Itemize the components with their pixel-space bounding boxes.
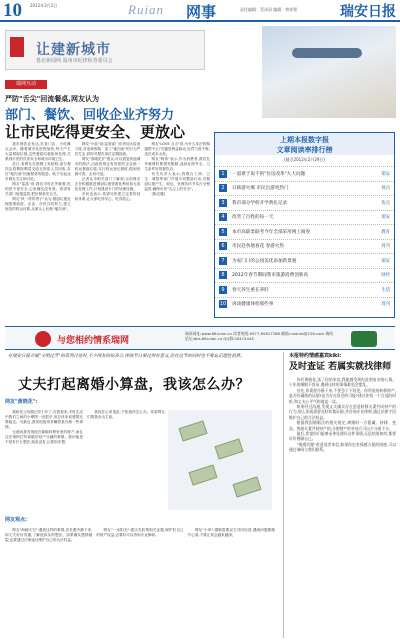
ranking-item[interactable] — [215, 210, 394, 225]
forum-logo-icon — [351, 331, 377, 347]
rank-section: 生活 — [381, 287, 390, 293]
contact-info: 瑞网网址:www.66ruian.cn 读者热线:0577-65817288 邮箱:ruianrb@126.com 瑞网论坛:bbs.66ruian.cn QQ群:26474444 — [185, 331, 333, 341]
ranking-header — [215, 133, 394, 155]
paragraph: 我市餐饮业发达,饮食门店、小吃摊点众多。随着城市化进程加快,每天产生大量餐厨垃圾,这些餐厨垃圾如何处理,关系到市民的饮食安全和城市环境卫生。 — [5, 142, 71, 161]
contact-title: 与您相约情系瑞网 — [57, 336, 130, 346]
ranking-item[interactable] — [215, 282, 394, 297]
rank-section: 周刊 — [381, 302, 390, 308]
rank-title: 改善了百姓的每一天 — [232, 215, 274, 221]
paragraph: 无意间我发现他在偷偷转移家里的财产,而且还在悄悄打听离婚后财产分割的事情。我问他是不是有什么想法,他说没有,让我别多想。 — [5, 430, 83, 444]
rank-number: 3 — [219, 199, 227, 207]
article-kicker: 严防"舌尖"回流餐桌,网友认为 — [5, 95, 99, 103]
rank-number: 4 — [219, 213, 227, 221]
article-body — [5, 142, 210, 324]
paragraph: 首先,你需要冷静下来,不要急于下结论。你所说的转移财产,是否有确凿的证据?是否存在误会的可能?建议你找一个合适的时机,和丈夫心平气和地谈一谈。 — [289, 387, 396, 404]
rank-section: 财经 — [381, 273, 390, 279]
feature-lead: 在瑞安日报开展"文明过节"的系列讨论时,不少网友纷纷表示,传统节日要过得有意义,但在过节的同时也不要忘记理性消费。 — [8, 354, 245, 359]
article-headline-2[interactable]: 让市民吃得更安全、更放心 — [5, 123, 186, 141]
rank-title: 为家门口的公园美化添加新景观 — [232, 258, 297, 264]
rank-number: 10 — [219, 301, 227, 308]
airplane-shape — [292, 48, 362, 58]
photo-airplane — [262, 26, 396, 118]
page-number: 10 — [3, 0, 22, 21]
rank-number: 8 — [219, 271, 227, 279]
rank-section: 瑞安 — [381, 171, 390, 177]
newspaper-logo: 瑞安日报 — [340, 4, 396, 20]
opinion-column — [5, 528, 92, 634]
opinion-tag: 网友观点: — [5, 517, 27, 523]
rank-title: 春天养生重在养肝 — [232, 287, 269, 293]
rank-title: 本市高职类联考今年全部采用网上阅卷 — [232, 229, 311, 235]
paragraph: 我和老公结婚已经十年了,在我看来,平时生活中我们之间的小摩擦一直很多,但总体来说感情还算稳定。可最近,我发现他常常瞒着我办理一些事情。 — [5, 410, 83, 429]
expert-kicker: 本报特约情感嘉宾kiki: — [289, 353, 342, 359]
masthead — [0, 0, 400, 22]
paragraph: 网友"风一样的男子"认为,餐厨垃圾处理需要政府、企业、市民共同努力,建立规范的收运体系,从源头上杜绝"地沟油"。 — [5, 197, 71, 211]
paragraph: 记者从市相关部门了解到,目前我市正在积极推进餐厨垃圾资源化利用和无害化处理工作,计划建设专门的处理设施。 — [74, 177, 141, 191]
rank-title: 一道难于说不的"住房改革"九大问题 — [232, 171, 306, 177]
paragraph: 最后,希望你们能够妥善处理好这件事情,无论结果如何,都要好好照顾自己。 — [289, 431, 396, 442]
section-name-en: Ruian — [128, 2, 165, 17]
expert-body — [289, 377, 396, 453]
rank-title: 我市部分学校开学典礼记录 — [232, 200, 288, 206]
flag-icon — [10, 37, 24, 57]
paragraph: 如果经过沟通,发现丈夫确实存在恶意转移夫妻共同财产的行为,那么你就需要及时收集证据,并咨询专业律师,通过法律手段维护自己的合法权益。 — [289, 404, 396, 420]
expert-headline[interactable]: 及时查证 若属实就找律师 — [289, 362, 392, 372]
ranking-item[interactable] — [215, 268, 394, 283]
ranking-item[interactable] — [215, 297, 394, 312]
paragraph: 市民也表示,希望尽快建立完善的回收体系,让大家吃得安心、吃得放心。 — [74, 192, 141, 201]
ranking-item[interactable] — [215, 224, 394, 239]
letter-column — [5, 410, 83, 510]
rank-section: 焦点 — [381, 200, 390, 206]
issue-date: 2012年3月2日 — [30, 3, 58, 8]
banknote-shape — [214, 438, 243, 459]
illustration-money — [168, 410, 272, 510]
article-column — [75, 142, 141, 324]
feature-headline[interactable]: 丈夫打起离婚小算盘，我该怎么办？ — [18, 377, 250, 393]
rank-section: 瑞安 — [381, 215, 390, 221]
ranking-title-1: 上期本报数字报 — [280, 136, 329, 144]
rank-section: 视点 — [381, 186, 390, 192]
opinion-text — [5, 528, 275, 634]
article-column — [5, 142, 71, 324]
banner-image[interactable] — [5, 30, 205, 70]
rank-title: 再谈健康体检那些事 — [232, 302, 274, 308]
rank-number: 7 — [219, 257, 227, 265]
paragraph: 网友"一米阳光":建议先收集相关证据,保护好自己的财产权益,必要时可以咨询专业律师。 — [96, 528, 184, 537]
opinion-column — [188, 528, 275, 634]
rank-number: 5 — [219, 228, 227, 236]
article-column — [144, 142, 210, 324]
letter-column — [87, 410, 165, 510]
ranking-item[interactable] — [215, 253, 394, 268]
paragraph: 你好黄晓花,读了你的来信,我能感受到你此刻复杂的心情。十年的婚姻不容易,遇到这样的事情难免会慌乱。 — [289, 377, 396, 388]
letter-text — [5, 410, 165, 510]
banner-headline: 让建新城市 — [36, 42, 111, 58]
paragraph: 网友"春暖花开"建议,可以借鉴其他城市的做法,由政府指定有资质的企业统一收运餐厨垃圾,实行收运登记制度,做到来源可查、去向可追。 — [74, 157, 141, 176]
banknote-shape — [178, 420, 207, 441]
section-tag: 瑞网互动 — [5, 80, 47, 89]
letter-tag: 网友"黄晓花": — [5, 399, 38, 405]
rank-number: 1 — [219, 170, 227, 178]
ranking-title-2: 文章阅读率排行榜 — [276, 146, 333, 154]
section-name-cn: 网事 — [186, 3, 217, 21]
paragraph: 根据我国婚姻法的相关规定,离婚时一方隐藏、转移、变卖、毁损夫妻共同财产的,分割财产时对该方可以少分或不分。 — [289, 420, 396, 431]
paragraph: 网友"LOVE 点点"说:为什么非法收购屡禁不止?关键是利益驱动,处罚力度不够,违法成本太低。 — [144, 142, 211, 156]
paragraph: 网友"小蓝"说:监管部门应该加大检查力度,对违规收购、加工"地沟油"的行为严厉打击,同时对餐饮单位定期抽查。 — [74, 142, 141, 156]
banknote-shape — [188, 464, 217, 485]
rank-section: 周刊 — [381, 244, 390, 250]
cloud-icon — [35, 331, 51, 347]
ranking-item[interactable] — [215, 195, 394, 210]
rank-title: 日韩游火爆 市民出游更热门 — [232, 186, 289, 192]
paragraph: "情感话题"欢迎读者来信,如果你也有情感方面的困惑,可以通过瑞网与我们联系。 — [289, 441, 396, 453]
rank-section: 瑞安 — [381, 258, 390, 264]
rank-title: 市民赴各地看花 春游火热 — [232, 244, 284, 250]
rank-number: 9 — [219, 286, 227, 294]
editor-credits: 责任编辑：蔡泽清 编辑：曾祥程 — [240, 7, 298, 12]
rank-number: 6 — [219, 242, 227, 250]
ranking-item[interactable] — [215, 166, 394, 181]
paragraph: (陈光耀) — [151, 192, 166, 196]
reading-ranking — [214, 132, 395, 318]
ranking-item[interactable] — [215, 181, 394, 196]
expert-column — [283, 352, 396, 638]
ranking-item[interactable] — [215, 239, 394, 254]
paragraph: 我现在心里很乱,不知道该怎么办。希望网友们帮我出出主意。 — [87, 410, 165, 419]
paragraph: 网友"雷晶"说:我们平时在外就餐,吃的是不是安全,心里确实没有底。希望有关部门加强监管,把好餐桌安全关。 — [5, 182, 71, 196]
rank-section: 教育 — [381, 229, 390, 235]
paragraph: 网友"海阔天空":遇到这样的事情,首先要冷静下来,和丈夫好好沟通,了解他真实的想法。如果确实感情破裂,也要通过法律途径维护自己的合法权益。 — [5, 528, 93, 542]
paragraph: 网友"小草":婚姻需要双方共同经营,遇到问题要敞开心扉,不要让误会越来越深。 — [187, 528, 275, 537]
paragraph: 网友"阿伟"表示,作为消费者,我们在外就餐时要擦亮眼睛,选择证照齐全、卫生条件好的餐饮店。 — [144, 157, 211, 171]
banknote-shape — [232, 476, 261, 497]
paragraph: 有关负责人表示,将联合工商、卫生、城管等部门开展专项整治行动,对餐厨垃圾产生、收运、处理各环节实行全程监管,确保市民"舌尖上的安全"。 — [144, 172, 211, 191]
rank-number: 2 — [219, 184, 227, 192]
contact-bar — [5, 326, 395, 350]
opinion-column — [96, 528, 183, 634]
rank-title: 2012年春节期间我市旅游消费创新高 — [232, 273, 309, 279]
paragraph: 近日,有网友在瑞网上发帖称,部分餐饮店将剩饭剩菜交给无资质人员回收,存在"地沟油"回流餐桌的隐患。帖子引起众多网友关注和讨论。 — [5, 162, 71, 181]
banner-subline: 鲁北新闻网 温州市纪律检查委员会 — [36, 58, 113, 64]
ranking-period: (截至2012年2月29日) — [284, 157, 325, 162]
article-headline-1[interactable]: 部门、餐饮、回收企业齐努力 — [5, 108, 175, 123]
